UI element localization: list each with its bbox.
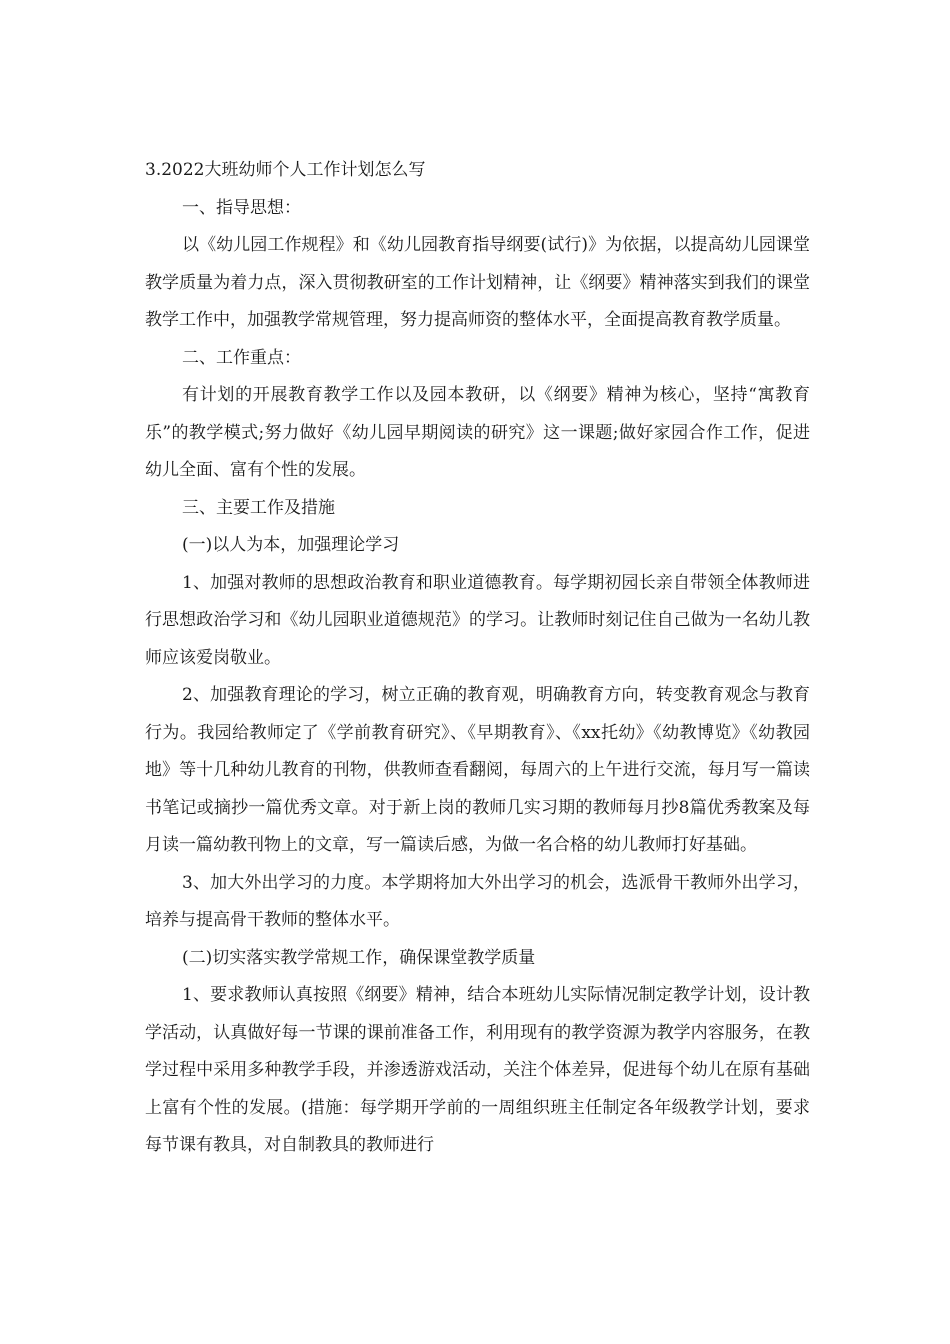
paragraph-work-focus: 有计划的开展教育教学工作以及园本教研，以《纲要》精神为核心，坚持“寓教育乐”的教学模式;努力做好《幼儿园早期阅读的研究》这一课题;做好家园合作工作，促进幼儿全面、富有个性的发展。: [145, 385, 810, 480]
document-title: 3.2022大班幼师个人工作计划怎么写: [145, 160, 426, 180]
subheading-theory-study: (一)以人为本，加强理论学习: [182, 535, 400, 555]
document-page: [145, 152, 810, 1165]
paragraph-item-2: 2、加强教育理论的学习，树立正确的教育观，明确教育方向，转变教育观念与教育行为。我园给教师定了《学前教育研究》、《早期教育》、《xx托幼》《幼教博览》《幼教园地》等十几种幼儿教育的刊物，供教师查看翻阅，每周六的上午进行交流，每月写一篇读书笔记或摘抄一篇优秀文章。对于新上岗的教师几实习期的教师每月抄8篇优秀教案及每月读一篇幼教刊物上的文章，写一篇读后感，为做一名合格的幼儿教师打好基础。: [145, 685, 810, 855]
heading-main-work: 三、主要工作及措施: [182, 497, 335, 518]
subheading-teaching-routine: (二)切实落实教学常规工作，确保课堂教学质量: [182, 947, 536, 968]
paragraph-item-3: 3、加大外出学习的力度。本学期将加大外出学习的机会，选派骨干教师外出学习，培养与提高骨干教师的整体水平。: [145, 872, 810, 930]
paragraph-guiding-ideology: 以《幼儿园工作规程》和《幼儿园教育指导纲要(试行)》为依据，以提高幼儿园课堂教学质量为着力点，深入贯彻教研室的工作计划精神，让《纲要》精神落实到我们的课堂教学工作中，加强教学常规管理，努力提高师资的整体水平，全面提高教育教学质量。: [145, 235, 810, 330]
heading-work-focus: 二、工作重点：: [182, 347, 301, 368]
heading-guiding-ideology: 一、指导思想：: [182, 197, 301, 218]
paragraph-teaching-item-1: 1、要求教师认真按照《纲要》精神，结合本班幼儿实际情况制定教学计划，设计教学活动，认真做好每一节课的课前准备工作，利用现有的教学资源为教学内容服务，在教学过程中采用多种教学手段，并渗透游戏活动，关注个体差异，促进每个幼儿在原有基础上富有个性的发展。(措施：每学期开学前的一周组织班主任制定各年级教学计划，要求每节课有教具，对自制教具的教师进行: [145, 985, 810, 1155]
paragraph-item-1: 1、加强对教师的思想政治教育和职业道德教育。每学期初园长亲自带领全体教师进行思想政治学习和《幼儿园职业道德规范》的学习。让教师时刻记住自己做为一名幼儿教师应该爱岗敬业。: [145, 572, 810, 668]
